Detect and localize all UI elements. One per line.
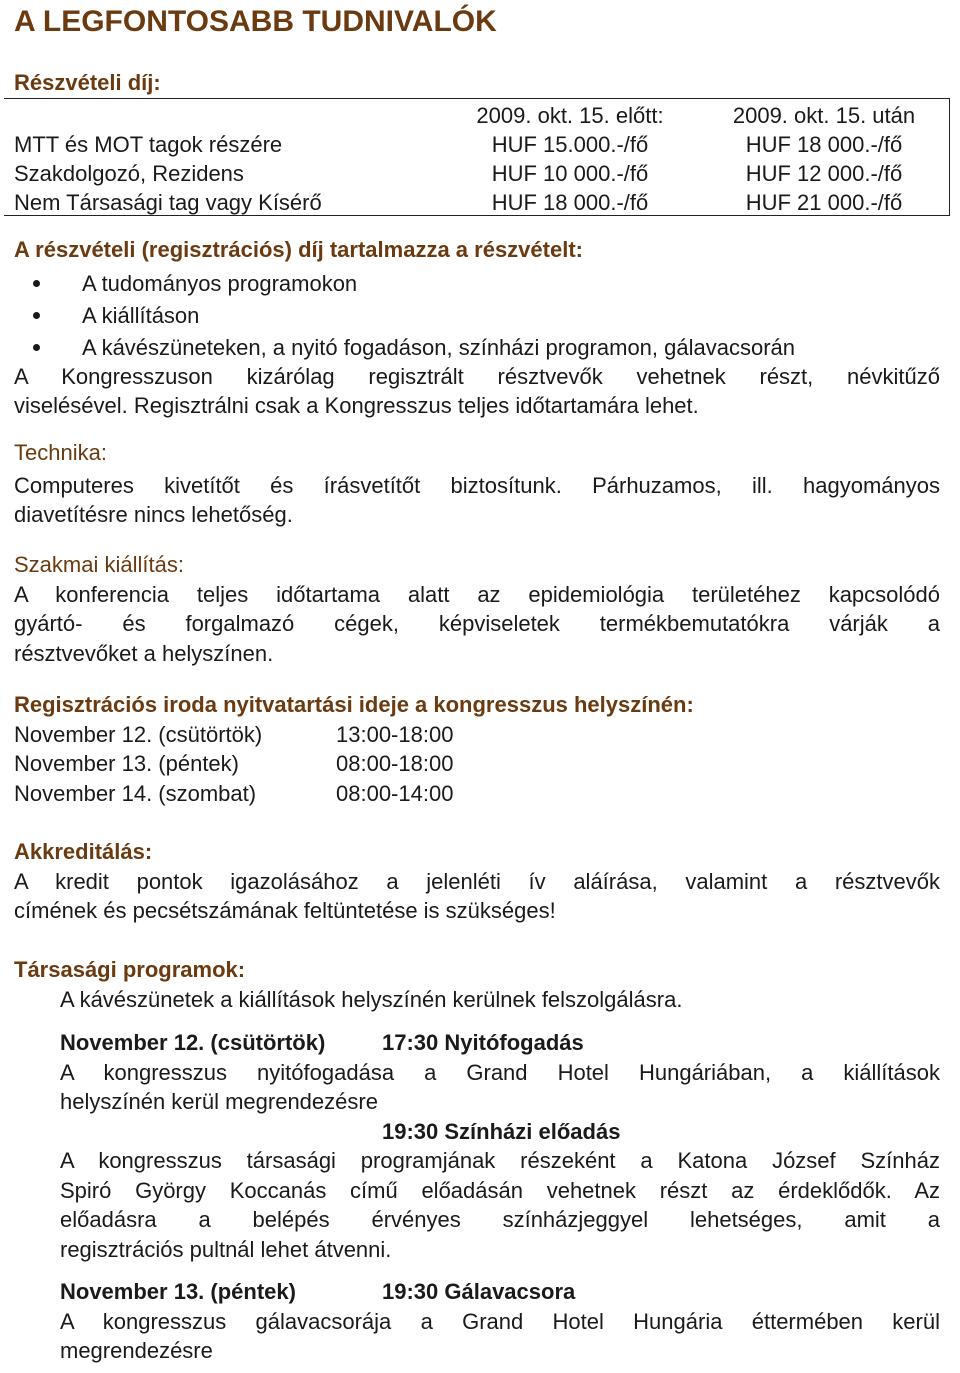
fee-col-before: 2009. okt. 15. előtt: [476,103,664,128]
event-text-line: Spiró György Koccanás című előadásán vehetnek részt az érdeklődők. Az [60,1177,940,1203]
fee-row-label: Nem Társasági tag vagy Kísérő [14,190,322,215]
iroda-time: 08:00-14:00 [336,780,454,806]
page-title: A LEGFONTOSABB TUDNIVALÓK [14,5,497,38]
programok-section [14,955,940,1366]
event-text-line: megrendezésre [60,1338,213,1363]
technika-heading: Technika: [14,440,107,465]
iroda-day: November 12. (csütörtök) [14,721,263,747]
kiallitas-text-line: gyártó- és forgalmazó cégek, képviseletek termékbemutatókra várják a [14,611,940,636]
akkreditalas-heading: Akkreditálás: [14,839,153,864]
fee-row-mtt [4,130,950,159]
list-item: A kiállításon [14,301,940,333]
bullet-icon [33,344,40,351]
fee-row-before: HUF 10 000.-/fő [491,161,649,186]
kiallitas-section [14,550,940,668]
event-title: 17:30 Nyitófogadás [382,1030,584,1055]
programok-coffee-text: A kávészünetek a kiállítások helyszínén kerülnek felszolgálásra. [60,986,683,1012]
iroda-day: November 13. (péntek) [14,751,239,776]
iroda-time: 13:00-18:00 [336,721,454,747]
event-text-line: helyszínén kerül megrendezésre [60,1089,378,1114]
event-header-galavacsora [60,1277,940,1307]
event-title: 19:30 Színházi előadás [382,1118,621,1144]
iroda-row [14,779,940,809]
bullet-icon [33,280,40,287]
iroda-day: November 14. (szombat) [14,780,257,806]
event-header-nyitofogadas [60,1028,940,1058]
kiallitas-text-line: résztvevőket a helyszínen. [14,640,274,666]
akkreditalas-text-line: címének és pecsétszámának feltüntetése is szükséges! [14,898,556,923]
akkreditalas-section [14,837,940,926]
event-header-szinhaz [60,1117,940,1147]
programok-heading: Társasági programok: [14,957,246,982]
includes-note-line: A Kongresszuson kizárólag regisztrált résztvevők vehetnek részt, névkitűző [14,363,940,389]
fee-row-after: HUF 21 000.-/fő [745,190,903,215]
iroda-heading: Regisztrációs iroda nyitvatartási ideje a kongresszus helyszínén: [14,692,694,717]
event-title: 19:30 Gálavacsora [382,1279,576,1304]
event-text-line: A kongresszus nyitófogadása a Grand Hotel Hungáriában, a kiállítások [60,1059,940,1085]
kiallitas-heading: Szakmai kiállítás: [14,552,184,577]
event-day: November 12. (csütörtök) [60,1030,326,1055]
fee-header-row [4,101,950,130]
fee-table [4,98,950,216]
event-day: November 13. (péntek) [60,1279,296,1304]
iroda-section [14,690,940,808]
list-item: A tudományos programokon [14,269,940,301]
fee-row-label: MTT és MOT tagok részére [14,132,283,157]
fee-row-szakdolgozo [4,159,950,188]
fee-heading: Részvételi díj: [14,70,161,95]
fee-row-label: Szakdolgozó, Rezidens [14,161,244,186]
includes-list [14,269,940,365]
event-text-line: előadásra a belépés érvényes színházjeggyel lehetséges, amit a [60,1207,940,1232]
includes-heading: A részvételi (regisztrációs) díj tartalmazza a részvételt: [14,237,583,262]
event-text-line: regisztrációs pultnál lehet átvenni. [60,1236,392,1262]
fee-col-after: 2009. okt. 15. után [732,103,916,128]
technika-section [14,438,940,530]
fee-row-after: HUF 12 000.-/fő [745,161,903,186]
includes-note-line: viselésével. Regisztrálni csak a Kongresszus teljes időtartamára lehet. [14,393,699,418]
bullet-icon [33,312,40,319]
akkreditalas-text-line: A kredit pontok igazolásához a jelenléti ív aláírása, valamint a résztvevők [14,868,940,894]
technika-text-line: Computeres kivetítőt és írásvetítőt biztosítunk. Párhuzamos, ill. hagyományos [14,472,940,498]
iroda-row [14,720,940,750]
includes-section [14,235,940,421]
event-text-line: A kongresszus társasági programjának részeként a Katona József Színház [60,1148,940,1173]
list-item: A kávészüneteken, a nyitó fogadáson, színházi programon, gálavacsorán [14,333,940,365]
fee-row-before: HUF 18 000.-/fő [491,190,649,215]
fee-row-after: HUF 18 000.-/fő [745,132,903,157]
kiallitas-text-line: A konferencia teljes időtartama alatt az epidemiológia területéhez kapcsolódó [14,581,940,607]
iroda-row [14,749,940,779]
fee-row-nem-tag [4,188,950,217]
technika-text-line: diavetítésre nincs lehetőség. [14,502,293,527]
iroda-time: 08:00-18:00 [336,751,454,776]
event-text-line: A kongresszus gálavacsorája a Grand Hotel Hungária éttermében kerül [60,1308,940,1334]
fee-row-before: HUF 15.000.-/fő [491,132,649,157]
